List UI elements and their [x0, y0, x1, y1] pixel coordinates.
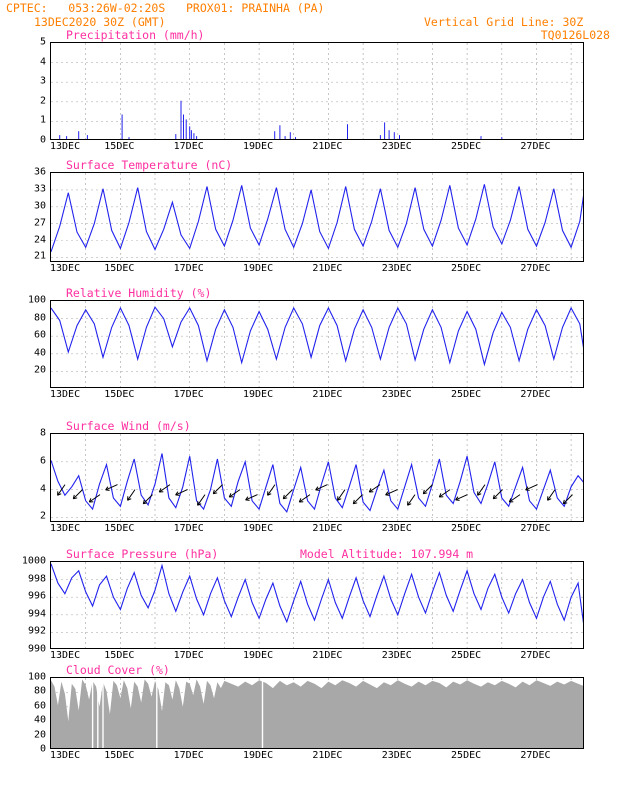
y-tick-label: 60: [33, 329, 46, 341]
y-tick-label: 27: [33, 217, 46, 229]
y-tick-label: 994: [27, 608, 46, 620]
y-tick-label: 992: [27, 625, 46, 637]
plot-area-0: [50, 42, 584, 140]
x-tick-label: 17DEC: [173, 650, 204, 661]
x-tick-label: 27DEC: [520, 523, 551, 534]
x-tick-label: 15DEC: [104, 523, 135, 534]
chart-title-1: Surface Temperature (nC): [66, 158, 233, 172]
x-tick-label: 23DEC: [381, 389, 412, 400]
x-tick-label: 21DEC: [312, 523, 343, 534]
x-tick-label: 25DEC: [451, 141, 482, 152]
x-tick-label: 19DEC: [242, 750, 274, 761]
x-tick-label: 27DEC: [520, 141, 551, 152]
x-tick-label: 27DEC: [520, 389, 551, 400]
y-tick-label: 100: [27, 671, 46, 683]
x-tick-label: 27DEC: [520, 750, 551, 761]
y-tick-label: 20: [33, 364, 46, 376]
y-tick-label: 6: [39, 455, 46, 467]
x-tick-label: 21DEC: [312, 750, 343, 761]
x-tick-label: 23DEC: [381, 141, 412, 152]
y-tick-label: 2: [39, 95, 46, 107]
x-tick-label: 19DEC: [242, 650, 274, 661]
x-tick-label: 17DEC: [173, 523, 204, 534]
x-tick-label: 13DEC: [50, 750, 81, 761]
x-tick-label: 19DEC: [242, 263, 274, 274]
chart-panel-0: [0, 28, 618, 156]
chart-title-0: Precipitation (mm/h): [66, 28, 205, 42]
x-tick-label: 13DEC: [50, 141, 81, 152]
y-tick-label: 33: [33, 183, 46, 195]
x-tick-label: 21DEC: [312, 141, 343, 152]
y-tick-label: 4: [39, 483, 46, 495]
y-tick-label: 5: [39, 36, 46, 48]
y-tick-label: 36: [33, 166, 46, 178]
y-tick-label: 21: [33, 250, 46, 262]
x-tick-label: 25DEC: [451, 523, 482, 534]
x-tick-label: 25DEC: [451, 750, 482, 761]
chart-title-3: Surface Wind (m/s): [66, 419, 191, 433]
x-tick-label: 17DEC: [173, 263, 204, 274]
y-tick-label: 996: [27, 590, 46, 602]
plot-area-1: [50, 172, 584, 262]
plot-area-2: [50, 300, 584, 388]
x-tick-label: 27DEC: [520, 650, 551, 661]
chart-panel-3: [0, 419, 618, 538]
x-tick-label: 19DEC: [242, 523, 274, 534]
y-tick-label: 998: [27, 573, 46, 585]
x-tick-label: 13DEC: [50, 389, 81, 400]
header-vertical-grid-line: Vertical Grid Line: 30Z: [424, 15, 584, 29]
x-tick-label: 23DEC: [381, 263, 412, 274]
chart-panel-2: [0, 286, 618, 404]
x-tick-label: 13DEC: [50, 263, 81, 274]
plot-area-5: [50, 677, 584, 749]
y-tick-label: 2: [39, 510, 46, 522]
x-tick-label: 19DEC: [242, 389, 274, 400]
header-model-code: TQ0126L028: [540, 28, 610, 42]
y-tick-label: 3: [39, 75, 46, 87]
y-tick-label: 0: [39, 743, 46, 755]
x-tick-label: 25DEC: [451, 650, 482, 661]
y-tick-label: 1000: [21, 555, 46, 567]
chart-title-5: Cloud Cover (%): [66, 663, 170, 677]
x-tick-label: 15DEC: [104, 650, 135, 661]
x-tick-label: 21DEC: [312, 650, 343, 661]
chart-title-2: Relative Humidity (%): [66, 286, 212, 300]
chart-title-4: Surface Pressure (hPa): [66, 547, 219, 561]
y-tick-label: 30: [33, 200, 46, 212]
y-tick-label: 60: [33, 700, 46, 712]
y-tick-label: 8: [39, 427, 46, 439]
x-tick-label: 27DEC: [520, 263, 551, 274]
x-tick-label: 21DEC: [312, 389, 343, 400]
x-tick-label: 13DEC: [50, 523, 81, 534]
x-tick-label: 15DEC: [104, 389, 135, 400]
chart-panel-4: [0, 547, 618, 665]
y-tick-label: 4: [39, 56, 46, 68]
x-tick-label: 23DEC: [381, 523, 412, 534]
header-line1: CPTEC: 053:26W-02:20S PROX01: PRAINHA (PA): [6, 1, 325, 15]
chart-subtitle-4: Model Altitude: 107.994 m: [300, 547, 474, 561]
chart-panel-5: [0, 663, 618, 765]
y-tick-label: 40: [33, 714, 46, 726]
x-tick-label: 13DEC: [50, 650, 81, 661]
chart-panel-1: [0, 158, 618, 278]
x-tick-label: 17DEC: [173, 389, 204, 400]
y-tick-label: 80: [33, 685, 46, 697]
x-tick-label: 17DEC: [173, 141, 204, 152]
x-tick-label: 25DEC: [451, 263, 482, 274]
y-tick-label: 20: [33, 729, 46, 741]
x-tick-label: 23DEC: [381, 750, 412, 761]
header-line2: 13DEC2020 30Z (GMT): [34, 15, 166, 29]
y-tick-label: 990: [27, 643, 46, 655]
y-tick-label: 24: [33, 234, 46, 245]
y-tick-label: 1: [39, 114, 46, 126]
x-tick-label: 15DEC: [104, 141, 135, 152]
y-tick-label: 80: [33, 312, 46, 324]
x-tick-label: 15DEC: [104, 263, 135, 274]
x-tick-label: 21DEC: [312, 263, 343, 274]
plot-area-3: [50, 433, 584, 522]
x-tick-label: 19DEC: [242, 141, 274, 152]
x-tick-label: 25DEC: [451, 389, 482, 400]
x-tick-label: 23DEC: [381, 650, 412, 661]
x-tick-label: 15DEC: [104, 750, 135, 761]
y-tick-label: 100: [27, 294, 46, 306]
y-tick-label: 40: [33, 347, 46, 359]
x-tick-label: 17DEC: [173, 750, 204, 761]
y-tick-label: 0: [39, 134, 46, 146]
plot-area-4: [50, 561, 584, 649]
